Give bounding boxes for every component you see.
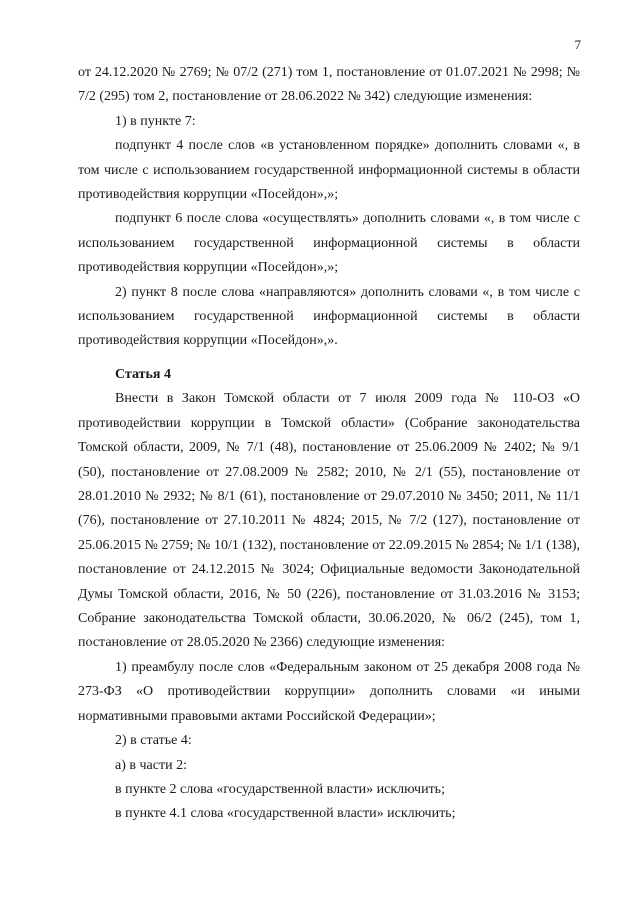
paragraph: 1) в пункте 7: bbox=[115, 113, 196, 129]
paragraph: от 24.12.2020 № 2769; № 07/2 (271) том 1, постановление от 01.07.2021 № 2998; № 7/2 (295) том 2, постановление от 28.06.2022 № 342) следующие изменения: bbox=[78, 65, 580, 105]
article-heading: Статья 4 bbox=[115, 367, 171, 382]
paragraph: в пункте 2 слова «государственной власти» исключить; bbox=[115, 781, 445, 797]
paragraph: Внести в Закон Томской области от 7 июля 2009 года № 110-ОЗ «О противодействии коррупции в Томской области» (Собрание законодательства Томской области, 2009, № 7/1 (48), постановление от 25.06.2009 № 2402; № 9/1 (50), постановление от 27.08.2009 № 2582; 2010, № 2/1 (55), постановление от 28.01.2010 № 2932; № 8/1 (61), постановление от 29.07.2010 № 3450; 2011, № 11/1 (76), постановление от 27.10.2011 № 4824; 2015, № 7/2 (127), постановление от 25.06.2015 № 2759; № 10/1 (132), постановление от 22.09.2015 № 2854; № 1/1 (138), постановление от 24.12.2015 № 3024; Официальные ведомости Законодательной Думы Томской области, 2016, № 50 (226), постановление от 31.03.2016 № 3153; Собрание законодательства Томской области, 30.06.2020, № 06/2 (245), том 1, постановление от 28.05.2020 № 2366) следующие изменения: bbox=[78, 391, 580, 651]
paragraph: подпункт 6 после слова «осуществлять» дополнить словами «, в том числе с использованием государственной информационной системы в области противодействия коррупции «Посейдон»,»; bbox=[78, 211, 580, 276]
page-number: 7 bbox=[574, 37, 581, 52]
paragraph: подпункт 4 после слов «в установленном порядке» дополнить словами «, в том числе с использованием государственной информационной системы в области противодействия коррупции «Посейдон»,»; bbox=[78, 138, 580, 203]
paragraph: 2) в статье 4: bbox=[115, 733, 192, 749]
paragraph: а) в части 2: bbox=[115, 757, 187, 773]
paragraph: 1) преамбулу после слов «Федеральным законом от 25 декабря 2008 года № 273-ФЗ «О противодействии коррупции» дополнить словами «и иными нормативными правовыми актами Российской Федерации»; bbox=[78, 659, 580, 724]
paragraph: 2) пункт 8 после слова «направляются» дополнить словами «, в том числе с использованием государственной информационной системы в области противодействия коррупции «Посейдон»,». bbox=[78, 284, 580, 349]
article-4 bbox=[78, 363, 580, 827]
amendments-continuation bbox=[78, 61, 580, 354]
paragraph: в пункте 4.1 слова «государственной власти» исключить; bbox=[115, 806, 456, 822]
